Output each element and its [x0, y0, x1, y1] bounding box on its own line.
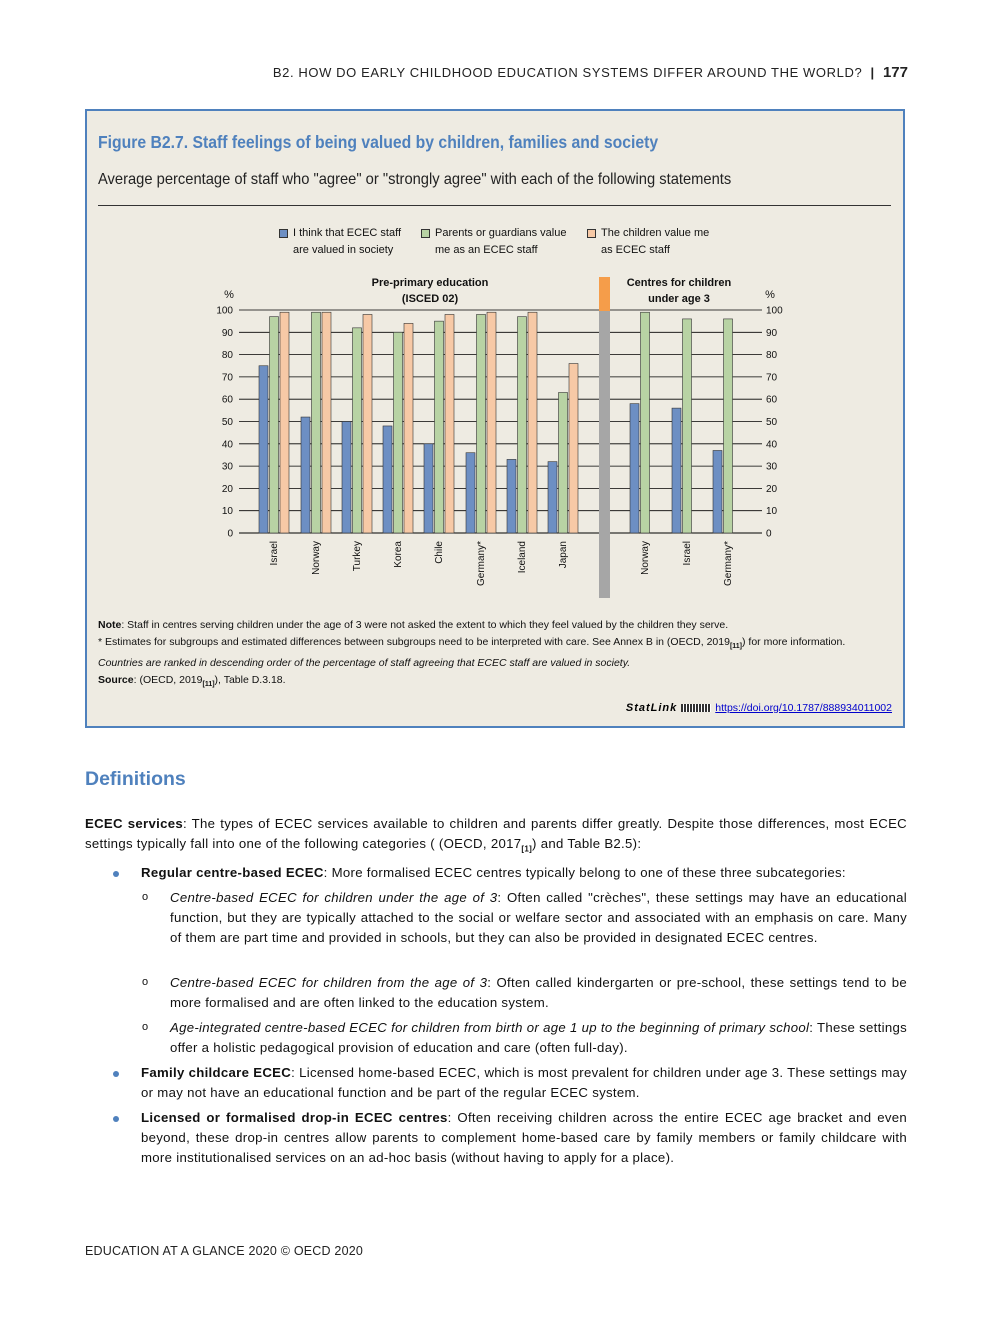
page-footer: EDUCATION AT A GLANCE 2020 © OECD 2020	[85, 1244, 364, 1258]
bar	[477, 314, 486, 533]
group-divider-bar	[599, 311, 610, 598]
y-tick-label-right: 50	[766, 417, 778, 428]
bar	[280, 312, 289, 533]
y-axis-label-right: %	[765, 289, 775, 301]
header-separator: |	[870, 65, 875, 80]
y-tick-label-left: 10	[221, 506, 233, 518]
x-tick-label: Turkey	[352, 541, 363, 572]
bar	[630, 404, 639, 533]
note-label: Note	[98, 619, 122, 631]
y-tick-label-left: 20	[221, 483, 233, 495]
bar	[548, 462, 557, 533]
bar	[445, 314, 454, 533]
subitem-text: : Often called "crèches", these settings may have an educational function, but they are typically attached to the social or welfare sector and associated with an emphasis on care. Many of them are part time and provided in schools, but they can also be provided in designated ECEC centres.	[170, 890, 907, 945]
source-text: : (OECD, 2019	[133, 673, 203, 686]
asterisk-note-text: * Estimates for subgroups and estimated differences between subgroups need to be interpreted with care. See Annex B in (OECD, 2019	[98, 635, 730, 648]
group-label: under age 3	[648, 293, 710, 305]
bar	[683, 319, 692, 533]
figure-box	[85, 109, 905, 728]
y-tick-label-left: 50	[221, 417, 233, 428]
note-line	[98, 617, 845, 634]
bar	[641, 312, 650, 533]
y-tick-label-left: 90	[221, 327, 233, 339]
bar	[466, 453, 475, 533]
bar	[713, 450, 722, 533]
sub-list-item	[170, 973, 907, 1013]
bar	[424, 444, 433, 533]
statlink-url[interactable]: https://doi.org/10.1787/888934011002	[715, 702, 892, 714]
sub-bullet-icon: o	[142, 976, 149, 988]
source-ref: [11]	[202, 680, 215, 688]
bar	[507, 459, 516, 533]
figure-title: Figure B2.7. Staff feelings of being valued by children, families and society	[98, 132, 659, 152]
source-tail: ), Table D.3.18.	[214, 673, 286, 686]
x-tick-label: Chile	[434, 541, 445, 564]
y-tick-label-right: 60	[766, 394, 778, 406]
y-tick-label-right: 90	[766, 327, 778, 339]
bar	[353, 328, 362, 533]
bar-chart	[87, 111, 903, 611]
y-tick-label-left: 40	[221, 439, 233, 451]
sub-list-item	[170, 1018, 907, 1058]
legend-label: me as an ECEC staff	[435, 244, 538, 256]
item-text: : Licensed home-based ECEC, which is most prevalent for children under age 3. These settings may or may not have an educational function and be part of the regular ECEC system.	[141, 1065, 908, 1100]
y-tick-label-left: 70	[221, 372, 233, 384]
definitions-heading: Definitions	[85, 768, 186, 790]
figure-subtitle: Average percentage of staff who "agree" or "strongly agree" with each of the following statements	[98, 171, 732, 188]
y-tick-label-left: 60	[221, 394, 233, 406]
asterisk-ref: [11]	[729, 642, 742, 650]
legend-label: are valued in society	[293, 244, 394, 256]
y-tick-label-left: 30	[221, 461, 233, 473]
x-tick-label: Germany*	[476, 541, 487, 587]
subitem-term: Centre-based ECEC for children under the age of 3	[170, 890, 498, 905]
barcode-icon	[681, 704, 711, 712]
item-term: Family childcare ECEC	[141, 1065, 292, 1080]
intro-text: : The types of ECEC services available to children and parents differ greatly. Despite those differences, most ECEC settings typically fall into one of the following categories ( (OECD, 2017	[85, 816, 907, 851]
group-label: (ISCED 02)	[401, 293, 459, 305]
bar	[312, 312, 321, 533]
note-text: : Staff in centres serving children under the age of 3 were not asked the extent to which they feel valued by the children they serve.	[121, 619, 729, 631]
bar	[724, 319, 733, 533]
bar	[518, 317, 527, 533]
list-item	[141, 1063, 907, 1103]
bar	[259, 366, 268, 533]
y-tick-label-right: 100	[766, 305, 783, 317]
bar	[363, 314, 372, 533]
bar	[528, 312, 537, 533]
x-tick-label: Japan	[558, 541, 569, 569]
legend-label: I think that ECEC staff	[293, 227, 402, 239]
x-tick-label: Norway	[311, 541, 322, 575]
subitem-term: Centre-based ECEC for children from the age of 3	[170, 975, 488, 990]
x-tick-label: Germany*	[723, 541, 734, 587]
y-tick-label-right: 20	[766, 483, 778, 495]
figure-notes	[98, 617, 845, 693]
x-tick-label: Israel	[682, 541, 693, 566]
x-tick-label: Iceland	[517, 541, 528, 574]
y-tick-label-right: 80	[766, 350, 778, 362]
asterisk-tail: ) for more information.	[742, 635, 846, 648]
x-tick-label: Norway	[640, 541, 651, 575]
bullet-icon	[113, 1116, 119, 1122]
legend-label: The children value me	[601, 227, 710, 239]
sub-list-item	[170, 888, 907, 948]
subitem-text: : These settings offer a holistic pedagogical provision of education and care (often full-day).	[170, 1020, 908, 1055]
y-tick-label-right: 40	[766, 439, 778, 451]
bar	[672, 408, 681, 533]
bullet-icon	[113, 871, 119, 877]
bar	[394, 332, 403, 533]
intro-text-tail: ) and Table B2.5):	[532, 836, 642, 851]
bullet-icon	[113, 1071, 119, 1077]
bar	[342, 422, 351, 534]
legend-label: Parents or guardians value	[435, 227, 567, 239]
bar	[559, 393, 568, 533]
subitem-term: Age-integrated centre-based ECEC for children from birth or age 1 up to the beginning of primary school	[170, 1020, 810, 1035]
running-title: B2. HOW DO EARLY CHILDHOOD EDUCATION SYSTEMS DIFFER AROUND THE WORLD?	[272, 65, 863, 80]
list-item	[141, 863, 907, 883]
source-line	[98, 672, 845, 694]
item-text: : Often receiving children across the entire ECEC age bracket and even beyond, these drop-in centres allow parents to complement home-based care by family members or family childcare with more institutionalised services on an ad-hoc basis (without having to apply for a place).	[141, 1110, 908, 1165]
bar	[301, 417, 310, 533]
item-text: : More formalised ECEC centres typically belong to one of these three subcategories:	[323, 865, 846, 880]
asterisk-note	[98, 634, 845, 656]
subitem-text: : Often called kindergarten or pre-school, these settings tend to be more formalised and are often linked to the education system.	[170, 975, 907, 1010]
x-tick-label: Israel	[269, 541, 280, 566]
y-tick-label-right: 70	[766, 372, 778, 384]
item-term: Licensed or formalised drop-in ECEC centres	[141, 1110, 448, 1125]
bar	[404, 323, 413, 533]
ranking-note: Countries are ranked in descending order of the percentage of staff agreeing that ECEC staff are valued in society.	[98, 657, 631, 670]
page-number: 177	[882, 64, 908, 81]
source-label: Source	[98, 673, 134, 686]
bar	[435, 321, 444, 533]
y-tick-label-right: 10	[766, 506, 778, 518]
bar	[569, 364, 578, 533]
sub-bullet-icon: o	[142, 1021, 149, 1033]
statlink-logo: StatLink	[625, 702, 678, 714]
y-tick-label-left: 100	[216, 305, 233, 317]
y-tick-label-right: 0	[766, 528, 772, 540]
statlink	[626, 702, 892, 714]
bar	[322, 312, 331, 533]
intro-ref: [1]	[521, 844, 533, 854]
legend-label: as ECEC staff	[601, 244, 670, 256]
bar	[487, 312, 496, 533]
y-axis-label-left: %	[224, 289, 234, 301]
group-divider-top	[599, 277, 610, 311]
x-tick-label: Korea	[393, 541, 404, 568]
list-item	[141, 1108, 907, 1168]
group-label: Pre-primary education	[371, 277, 489, 289]
group-label: Centres for children	[626, 277, 732, 289]
y-tick-label-right: 30	[766, 461, 778, 473]
running-header	[273, 64, 908, 81]
bar	[383, 426, 392, 533]
intro-term: ECEC services	[85, 816, 183, 831]
y-tick-label-left: 80	[221, 350, 233, 362]
sub-bullet-icon: o	[142, 891, 149, 903]
item-term: Regular centre-based ECEC	[141, 865, 324, 880]
y-tick-label-left: 0	[227, 528, 233, 540]
bar	[270, 317, 279, 533]
definitions-intro	[85, 814, 907, 860]
